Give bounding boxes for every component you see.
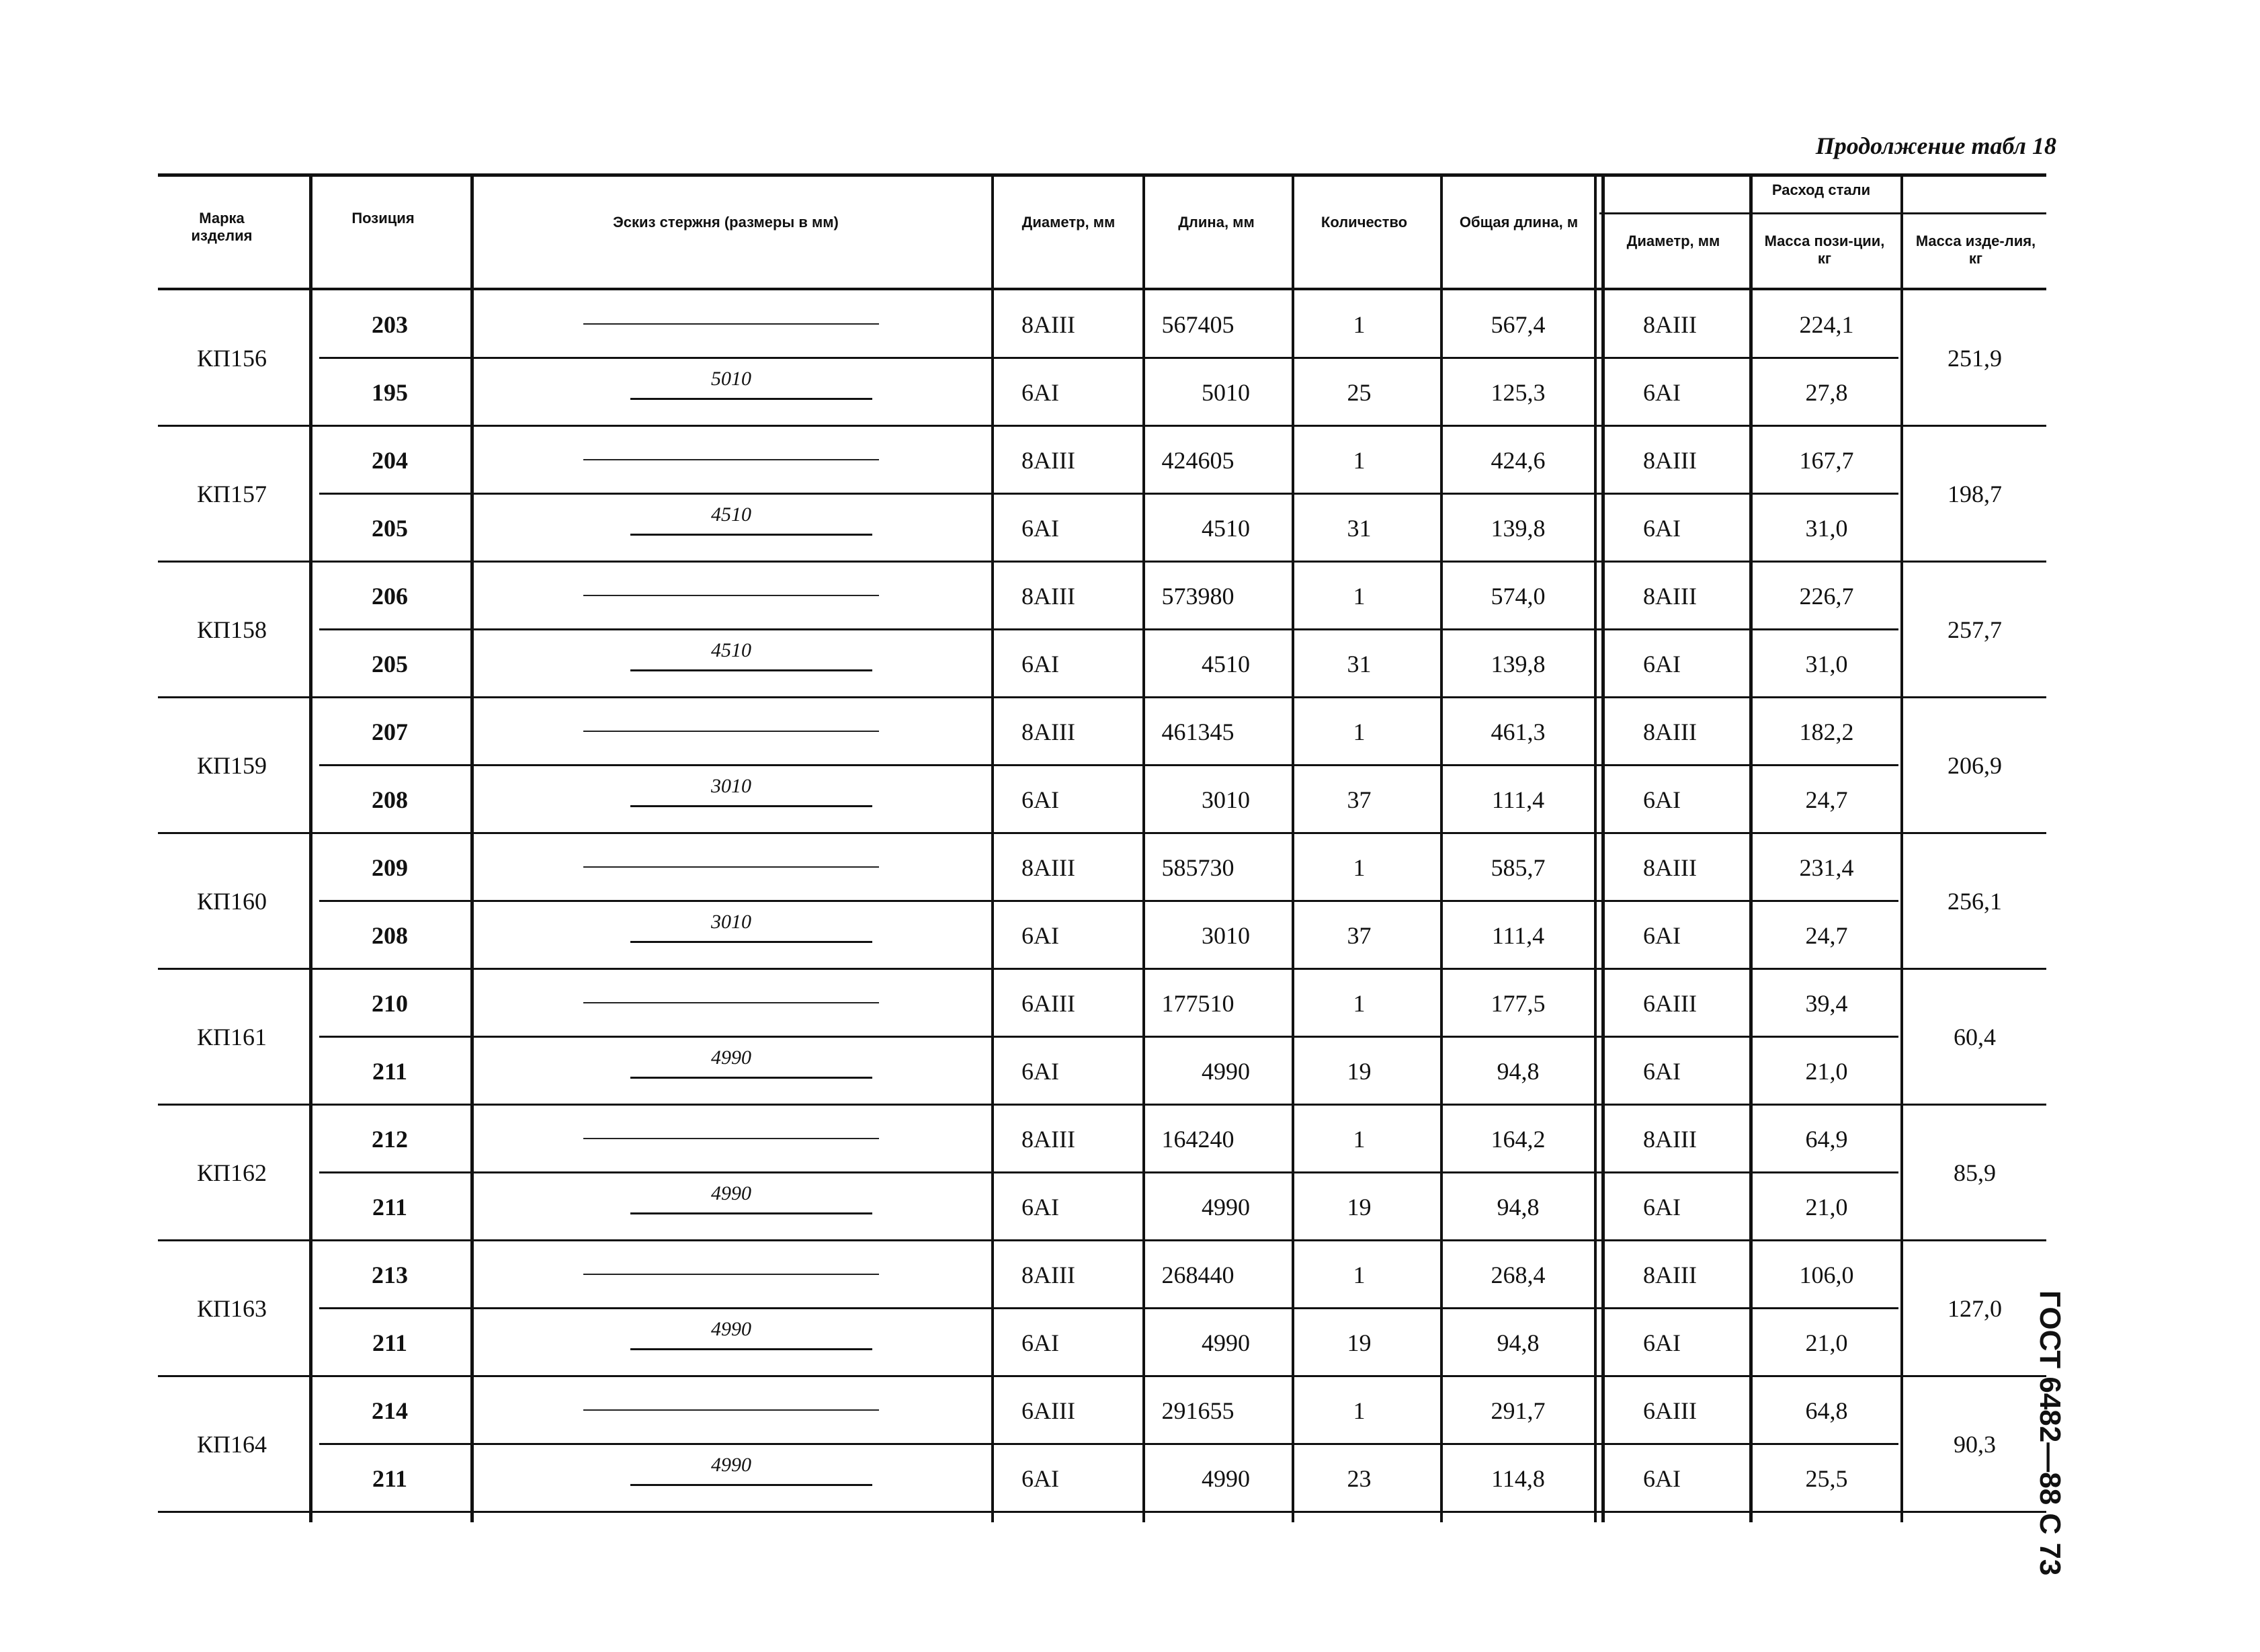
position-number: 203: [372, 311, 408, 338]
product-mark: КП164: [196, 1431, 267, 1458]
header-length: Длина, мм: [1178, 214, 1255, 231]
bar-total-length: 291,7: [1491, 1397, 1546, 1424]
steel-diameter: 8AIII: [1643, 311, 1697, 338]
position-mass: 64,9: [1805, 1125, 1848, 1153]
product-mark: КП160: [196, 888, 267, 915]
position-number: 208: [372, 921, 408, 949]
group-rule: [158, 561, 2046, 563]
group-rule: [158, 1104, 2046, 1106]
bar-sketch-dimension: 5010: [711, 367, 751, 390]
position-number: 204: [372, 446, 408, 474]
position-number: 210: [372, 989, 408, 1017]
bar-quantity: 31: [1347, 514, 1372, 542]
row-rule: [319, 900, 1898, 902]
steel-diameter: 6AI: [1643, 378, 1681, 406]
position-number: 206: [372, 582, 408, 610]
header-mass-position: Масса пози-ции, кг: [1764, 233, 1885, 267]
bar-diameter: 6AI: [1021, 514, 1059, 542]
bar-sketch-dimension: 4990: [711, 1046, 751, 1069]
row-rule: [319, 628, 1898, 630]
bar-sketch-line: [583, 866, 879, 868]
column-rule: [1601, 176, 1605, 1522]
bar-quantity: 1: [1353, 989, 1366, 1017]
column-rule: [1440, 176, 1443, 1522]
header-total-length: Общая длина, м: [1459, 214, 1579, 231]
position-mass: 24,7: [1805, 786, 1848, 813]
bar-sketch-dimension: 4990: [711, 1182, 751, 1204]
position-number: 211: [372, 1329, 407, 1356]
steel-diameter: 6AIII: [1643, 1397, 1697, 1424]
bar-quantity: 1: [1353, 311, 1366, 338]
bar-total-length: 94,8: [1497, 1329, 1540, 1356]
position-mass: 64,8: [1805, 1397, 1848, 1424]
group-rule: [158, 696, 2046, 698]
bar-sketch-line: [630, 669, 872, 671]
bar-diameter: 6AI: [1021, 1057, 1059, 1085]
bar-length: 3010: [1202, 786, 1250, 813]
steel-diameter: 8AIII: [1643, 1125, 1697, 1153]
product-mark: КП163: [196, 1295, 267, 1322]
header-sketch: Эскиз стержня (размеры в мм): [613, 214, 839, 231]
product-mark: КП159: [196, 752, 267, 779]
position-number: 208: [372, 786, 408, 813]
header-bottom-rule: [158, 288, 2046, 290]
header-steel: Расход стали: [1771, 181, 1871, 198]
bar-diameter: 6AI: [1021, 786, 1059, 813]
position-number: 205: [372, 650, 408, 677]
steel-diameter: 6AI: [1643, 650, 1681, 677]
group-rule: [158, 968, 2046, 970]
product-mass: 60,4: [1954, 1024, 1996, 1050]
bar-sketch-dimension: 4510: [711, 503, 751, 526]
bar-diameter: 6AI: [1021, 650, 1059, 677]
bar-total-length: 94,8: [1497, 1057, 1540, 1085]
bar-diameter: 6AI: [1021, 921, 1059, 949]
bar-sketch-line: [583, 1138, 879, 1139]
bar-diameter: 8AIII: [1021, 854, 1075, 881]
product-mass: 90,3: [1954, 1431, 1996, 1458]
row-rule: [319, 1307, 1898, 1309]
column-rule: [470, 176, 474, 1522]
bar-total-length: 585,7: [1491, 854, 1546, 881]
bar-sketch-line: [583, 1409, 879, 1411]
position-number: 212: [372, 1125, 408, 1153]
steel-diameter: 6AI: [1643, 921, 1681, 949]
bar-total-length: 164,2: [1491, 1125, 1546, 1153]
bar-quantity: 1: [1353, 446, 1366, 474]
position-mass: 21,0: [1805, 1329, 1848, 1356]
bar-sketch-line: [630, 534, 872, 536]
position-mass: 226,7: [1799, 582, 1854, 610]
bar-quantity: 1: [1353, 1261, 1366, 1288]
position-number: 207: [372, 718, 408, 745]
product-mark: КП161: [196, 1024, 267, 1050]
bar-sketch-line: [630, 1077, 872, 1079]
position-mass: 27,8: [1805, 378, 1848, 406]
position-mass: 25,5: [1805, 1464, 1848, 1492]
bar-total-length: 139,8: [1491, 514, 1546, 542]
bar-quantity: 1: [1353, 854, 1366, 881]
bar-total-length: 461,3: [1491, 718, 1546, 745]
product-mark: КП162: [196, 1159, 267, 1186]
bar-diameter: 8AIII: [1021, 1261, 1075, 1288]
steel-diameter: 6AI: [1643, 1193, 1681, 1221]
bar-diameter: 6AI: [1021, 378, 1059, 406]
bar-diameter: 8AIII: [1021, 446, 1075, 474]
position-mass: 24,7: [1805, 921, 1848, 949]
bar-sketch-line: [583, 595, 879, 596]
row-rule: [319, 357, 1898, 359]
steel-diameter: 6AI: [1643, 1329, 1681, 1356]
bar-length: 4990: [1202, 1464, 1250, 1492]
group-rule: [158, 1511, 2046, 1513]
steel-diameter: 8AIII: [1643, 718, 1697, 745]
bar-sketch-dimension: 4990: [711, 1317, 751, 1340]
header-top-rule: [158, 173, 2046, 177]
bar-sketch-dimension: 4510: [711, 638, 751, 661]
bar-diameter: 6AIII: [1021, 989, 1075, 1017]
bar-diameter: 6AI: [1021, 1329, 1059, 1356]
position-mass: 21,0: [1805, 1193, 1848, 1221]
header-position: Позиция: [351, 210, 415, 226]
product-mass: 257,7: [1948, 616, 2002, 643]
group-rule: [158, 425, 2046, 427]
bar-sketch-line: [630, 1348, 872, 1350]
row-rule: [319, 764, 1898, 766]
bar-sketch-line: [630, 1484, 872, 1486]
position-mass: 31,0: [1805, 650, 1848, 677]
product-mass: 85,9: [1954, 1159, 1996, 1186]
bar-total-length: 177,5: [1491, 989, 1546, 1017]
bar-sketch-line: [630, 805, 872, 807]
row-rule: [319, 1036, 1898, 1038]
bar-total-length: 268,4: [1491, 1261, 1546, 1288]
product-mass: 198,7: [1948, 481, 2002, 507]
row-rule: [319, 1443, 1898, 1445]
bar-quantity: 25: [1347, 378, 1372, 406]
steel-group-rule: [1599, 212, 2046, 214]
bar-length: 4990: [1202, 1057, 1250, 1085]
bar-total-length: 139,8: [1491, 650, 1546, 677]
bar-length: 164240: [1161, 1125, 1234, 1153]
bar-sketch-dimension: 3010: [711, 774, 751, 797]
position-number: 211: [372, 1057, 407, 1085]
bar-length: 585730: [1161, 854, 1234, 881]
bar-total-length: 424,6: [1491, 446, 1546, 474]
bar-diameter: 8AIII: [1021, 311, 1075, 338]
bar-quantity: 37: [1347, 786, 1372, 813]
group-rule: [158, 832, 2046, 834]
column-rule: [1594, 176, 1597, 1522]
bar-sketch-line: [583, 731, 879, 732]
steel-diameter: 8AIII: [1643, 582, 1697, 610]
position-mass: 39,4: [1805, 989, 1848, 1017]
steel-diameter: 6AIII: [1643, 989, 1697, 1017]
bar-length: 177510: [1161, 989, 1234, 1017]
bar-length: 461345: [1161, 718, 1234, 745]
bar-length: 4990: [1202, 1193, 1250, 1221]
bar-length: 5010: [1202, 378, 1250, 406]
bar-quantity: 1: [1353, 1125, 1366, 1153]
bar-total-length: 114,8: [1491, 1464, 1545, 1492]
document-side-label: ГОСТ 6482—88 С 73: [2034, 1290, 2066, 1576]
steel-diameter: 6AI: [1643, 1464, 1681, 1492]
steel-diameter: 6AI: [1643, 786, 1681, 813]
bar-quantity: 19: [1347, 1193, 1372, 1221]
steel-diameter: 8AIII: [1643, 446, 1697, 474]
product-mass: 251,9: [1948, 345, 2002, 372]
position-number: 211: [372, 1193, 407, 1221]
bar-sketch-line: [583, 323, 879, 325]
bar-length: 291655: [1161, 1397, 1234, 1424]
position-number: 211: [372, 1464, 407, 1492]
bar-total-length: 125,3: [1491, 378, 1546, 406]
bar-total-length: 111,4: [1491, 786, 1545, 813]
product-mass: 206,9: [1948, 752, 2002, 779]
bar-length: 424605: [1161, 446, 1234, 474]
position-mass: 31,0: [1805, 514, 1848, 542]
position-mass: 167,7: [1799, 446, 1854, 474]
bar-quantity: 19: [1347, 1329, 1372, 1356]
bar-quantity: 1: [1353, 1397, 1366, 1424]
bar-length: 4510: [1202, 650, 1250, 677]
bar-length: 567405: [1161, 311, 1234, 338]
row-rule: [319, 493, 1898, 495]
bar-diameter: 6AI: [1021, 1193, 1059, 1221]
bar-length: 4510: [1202, 514, 1250, 542]
header-quantity: Количество: [1321, 214, 1408, 231]
bar-quantity: 19: [1347, 1057, 1372, 1085]
bar-sketch-dimension: 3010: [711, 910, 751, 933]
bar-sketch-dimension: 4990: [711, 1453, 751, 1476]
position-mass: 182,2: [1799, 718, 1854, 745]
column-rule: [991, 176, 994, 1522]
bar-length: 3010: [1202, 921, 1250, 949]
position-number: 213: [372, 1261, 408, 1288]
position-mass: 231,4: [1799, 854, 1854, 881]
bar-diameter: 6AI: [1021, 1464, 1059, 1492]
position-mass: 21,0: [1805, 1057, 1848, 1085]
bar-sketch-line: [583, 459, 879, 460]
header-mass-item: Масса изде-лия, кг: [1915, 233, 2036, 267]
bar-sketch-line: [583, 1274, 879, 1275]
bar-quantity: 37: [1347, 921, 1372, 949]
position-number: 209: [372, 854, 408, 881]
header-steel-diameter: Диаметр, мм: [1626, 233, 1720, 249]
steel-diameter: 8AIII: [1643, 854, 1697, 881]
bar-length: 4990: [1202, 1329, 1250, 1356]
column-rule: [1142, 176, 1145, 1522]
bar-quantity: 1: [1353, 582, 1366, 610]
group-rule: [158, 1239, 2046, 1241]
position-mass: 106,0: [1799, 1261, 1854, 1288]
header-mark: Марка изделия: [191, 210, 253, 244]
group-rule: [158, 1375, 2046, 1377]
table-caption: Продолжение табл 18: [1815, 132, 2056, 159]
row-rule: [319, 1171, 1898, 1173]
bar-length: 573980: [1161, 582, 1234, 610]
bar-sketch-line: [630, 1212, 872, 1214]
bar-total-length: 574,0: [1491, 582, 1546, 610]
position-number: 214: [372, 1397, 408, 1424]
header-diameter: Диаметр, мм: [1021, 214, 1116, 231]
steel-diameter: 8AIII: [1643, 1261, 1697, 1288]
position-mass: 224,1: [1799, 311, 1854, 338]
product-mark: КП158: [196, 616, 267, 643]
column-rule: [309, 176, 312, 1522]
bar-sketch-line: [630, 398, 872, 400]
steel-diameter: 6AI: [1643, 514, 1681, 542]
position-number: 195: [372, 378, 408, 406]
bar-total-length: 111,4: [1491, 921, 1545, 949]
bar-diameter: 8AIII: [1021, 718, 1075, 745]
bar-quantity: 31: [1347, 650, 1372, 677]
bar-diameter: 8AIII: [1021, 582, 1075, 610]
bar-diameter: 8AIII: [1021, 1125, 1075, 1153]
bar-diameter: 6AIII: [1021, 1397, 1075, 1424]
bar-length: 268440: [1161, 1261, 1234, 1288]
bar-sketch-line: [630, 941, 872, 943]
product-mark: КП156: [196, 345, 267, 372]
product-mass: 127,0: [1948, 1295, 2002, 1322]
steel-diameter: 6AI: [1643, 1057, 1681, 1085]
position-number: 205: [372, 514, 408, 542]
bar-total-length: 94,8: [1497, 1193, 1540, 1221]
bar-quantity: 23: [1347, 1464, 1372, 1492]
bar-quantity: 1: [1353, 718, 1366, 745]
product-mass: 256,1: [1948, 888, 2002, 915]
bar-sketch-line: [583, 1002, 879, 1003]
product-mark: КП157: [196, 481, 267, 507]
bar-total-length: 567,4: [1491, 311, 1546, 338]
